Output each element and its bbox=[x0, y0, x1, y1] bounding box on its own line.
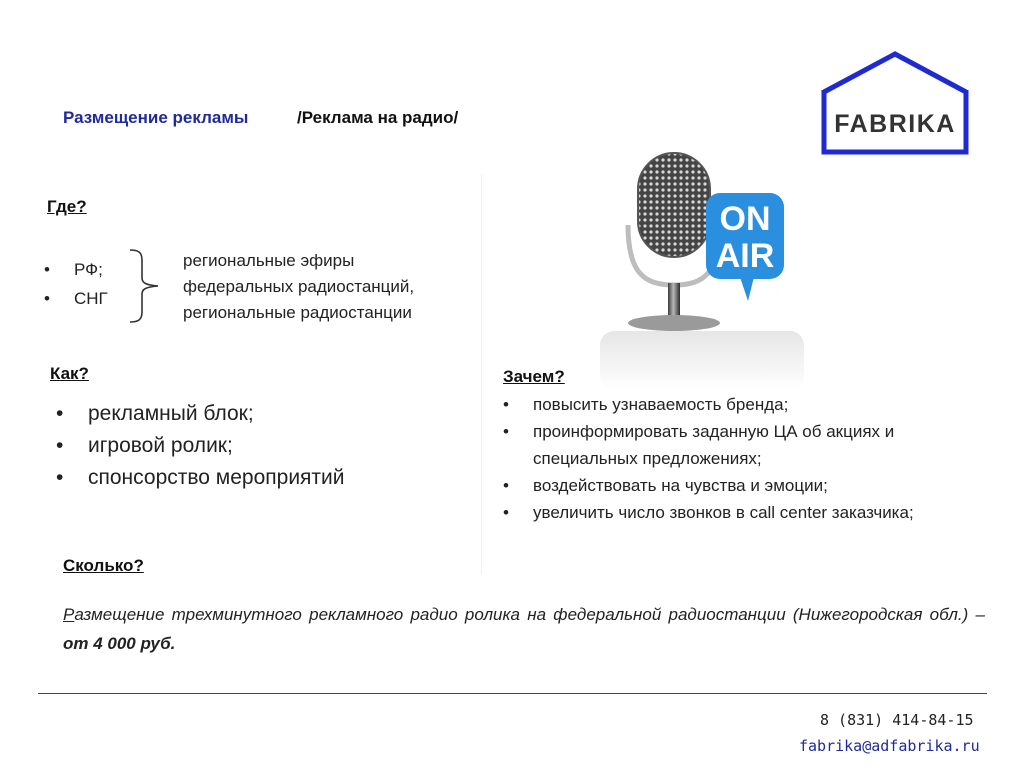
how-list bbox=[56, 398, 345, 494]
svg-text:AIR: AIR bbox=[715, 237, 775, 275]
svg-text:ON: ON bbox=[719, 200, 771, 238]
fabrika-logo bbox=[820, 50, 970, 156]
list-item: • воздействовать на чувства и эмоции; bbox=[503, 472, 983, 499]
price-value: от 4 000 руб. bbox=[63, 634, 176, 653]
how-heading: Как? bbox=[50, 364, 89, 383]
list-item: • РФ; bbox=[44, 255, 108, 284]
page-subtitle: /Реклама на радио/ bbox=[297, 108, 459, 127]
price-first-letter: Р bbox=[63, 605, 75, 624]
list-item: • спонсорство мероприятий bbox=[56, 462, 345, 494]
list-item: • увеличить число звонков в call center заказчика; bbox=[503, 499, 983, 526]
where-description bbox=[183, 248, 414, 326]
list-item: • проинформировать заданную ЦА об акциях и специальных предложениях; bbox=[503, 418, 983, 472]
list-item: • СНГ bbox=[44, 284, 108, 313]
list-item: • повысить узнаваемость бренда; bbox=[503, 391, 983, 418]
list-item: • игровой ролик; bbox=[56, 430, 345, 462]
why-heading: Зачем? bbox=[503, 367, 565, 386]
page-title: Размещение рекламы bbox=[63, 108, 249, 127]
on-air-microphone-image bbox=[600, 133, 804, 393]
bracket-icon bbox=[128, 248, 162, 324]
list-item: • рекламный блок; bbox=[56, 398, 345, 430]
column-divider bbox=[481, 175, 482, 575]
where-heading: Где? bbox=[47, 197, 87, 216]
price-description: азмещение трехминутного рекламного радио ролика на федеральной радиостанции (Нижегородская обл.) – bbox=[74, 605, 985, 624]
where-line: федеральных радиостанций, bbox=[183, 277, 415, 296]
where-line: региональные радиостанции bbox=[183, 303, 412, 322]
how-much-heading: Сколько? bbox=[63, 556, 144, 575]
footer-divider bbox=[38, 693, 987, 694]
contact-email[interactable]: fabrika@adfabrika.ru bbox=[799, 737, 980, 755]
svg-text:FABRIKA: FABRIKA bbox=[834, 110, 956, 138]
where-line: региональные эфиры bbox=[183, 251, 355, 270]
why-list bbox=[503, 391, 983, 526]
where-list bbox=[44, 255, 108, 313]
contact-phone: 8 (831) 414-84-15 bbox=[820, 711, 974, 729]
price-text bbox=[63, 600, 985, 658]
